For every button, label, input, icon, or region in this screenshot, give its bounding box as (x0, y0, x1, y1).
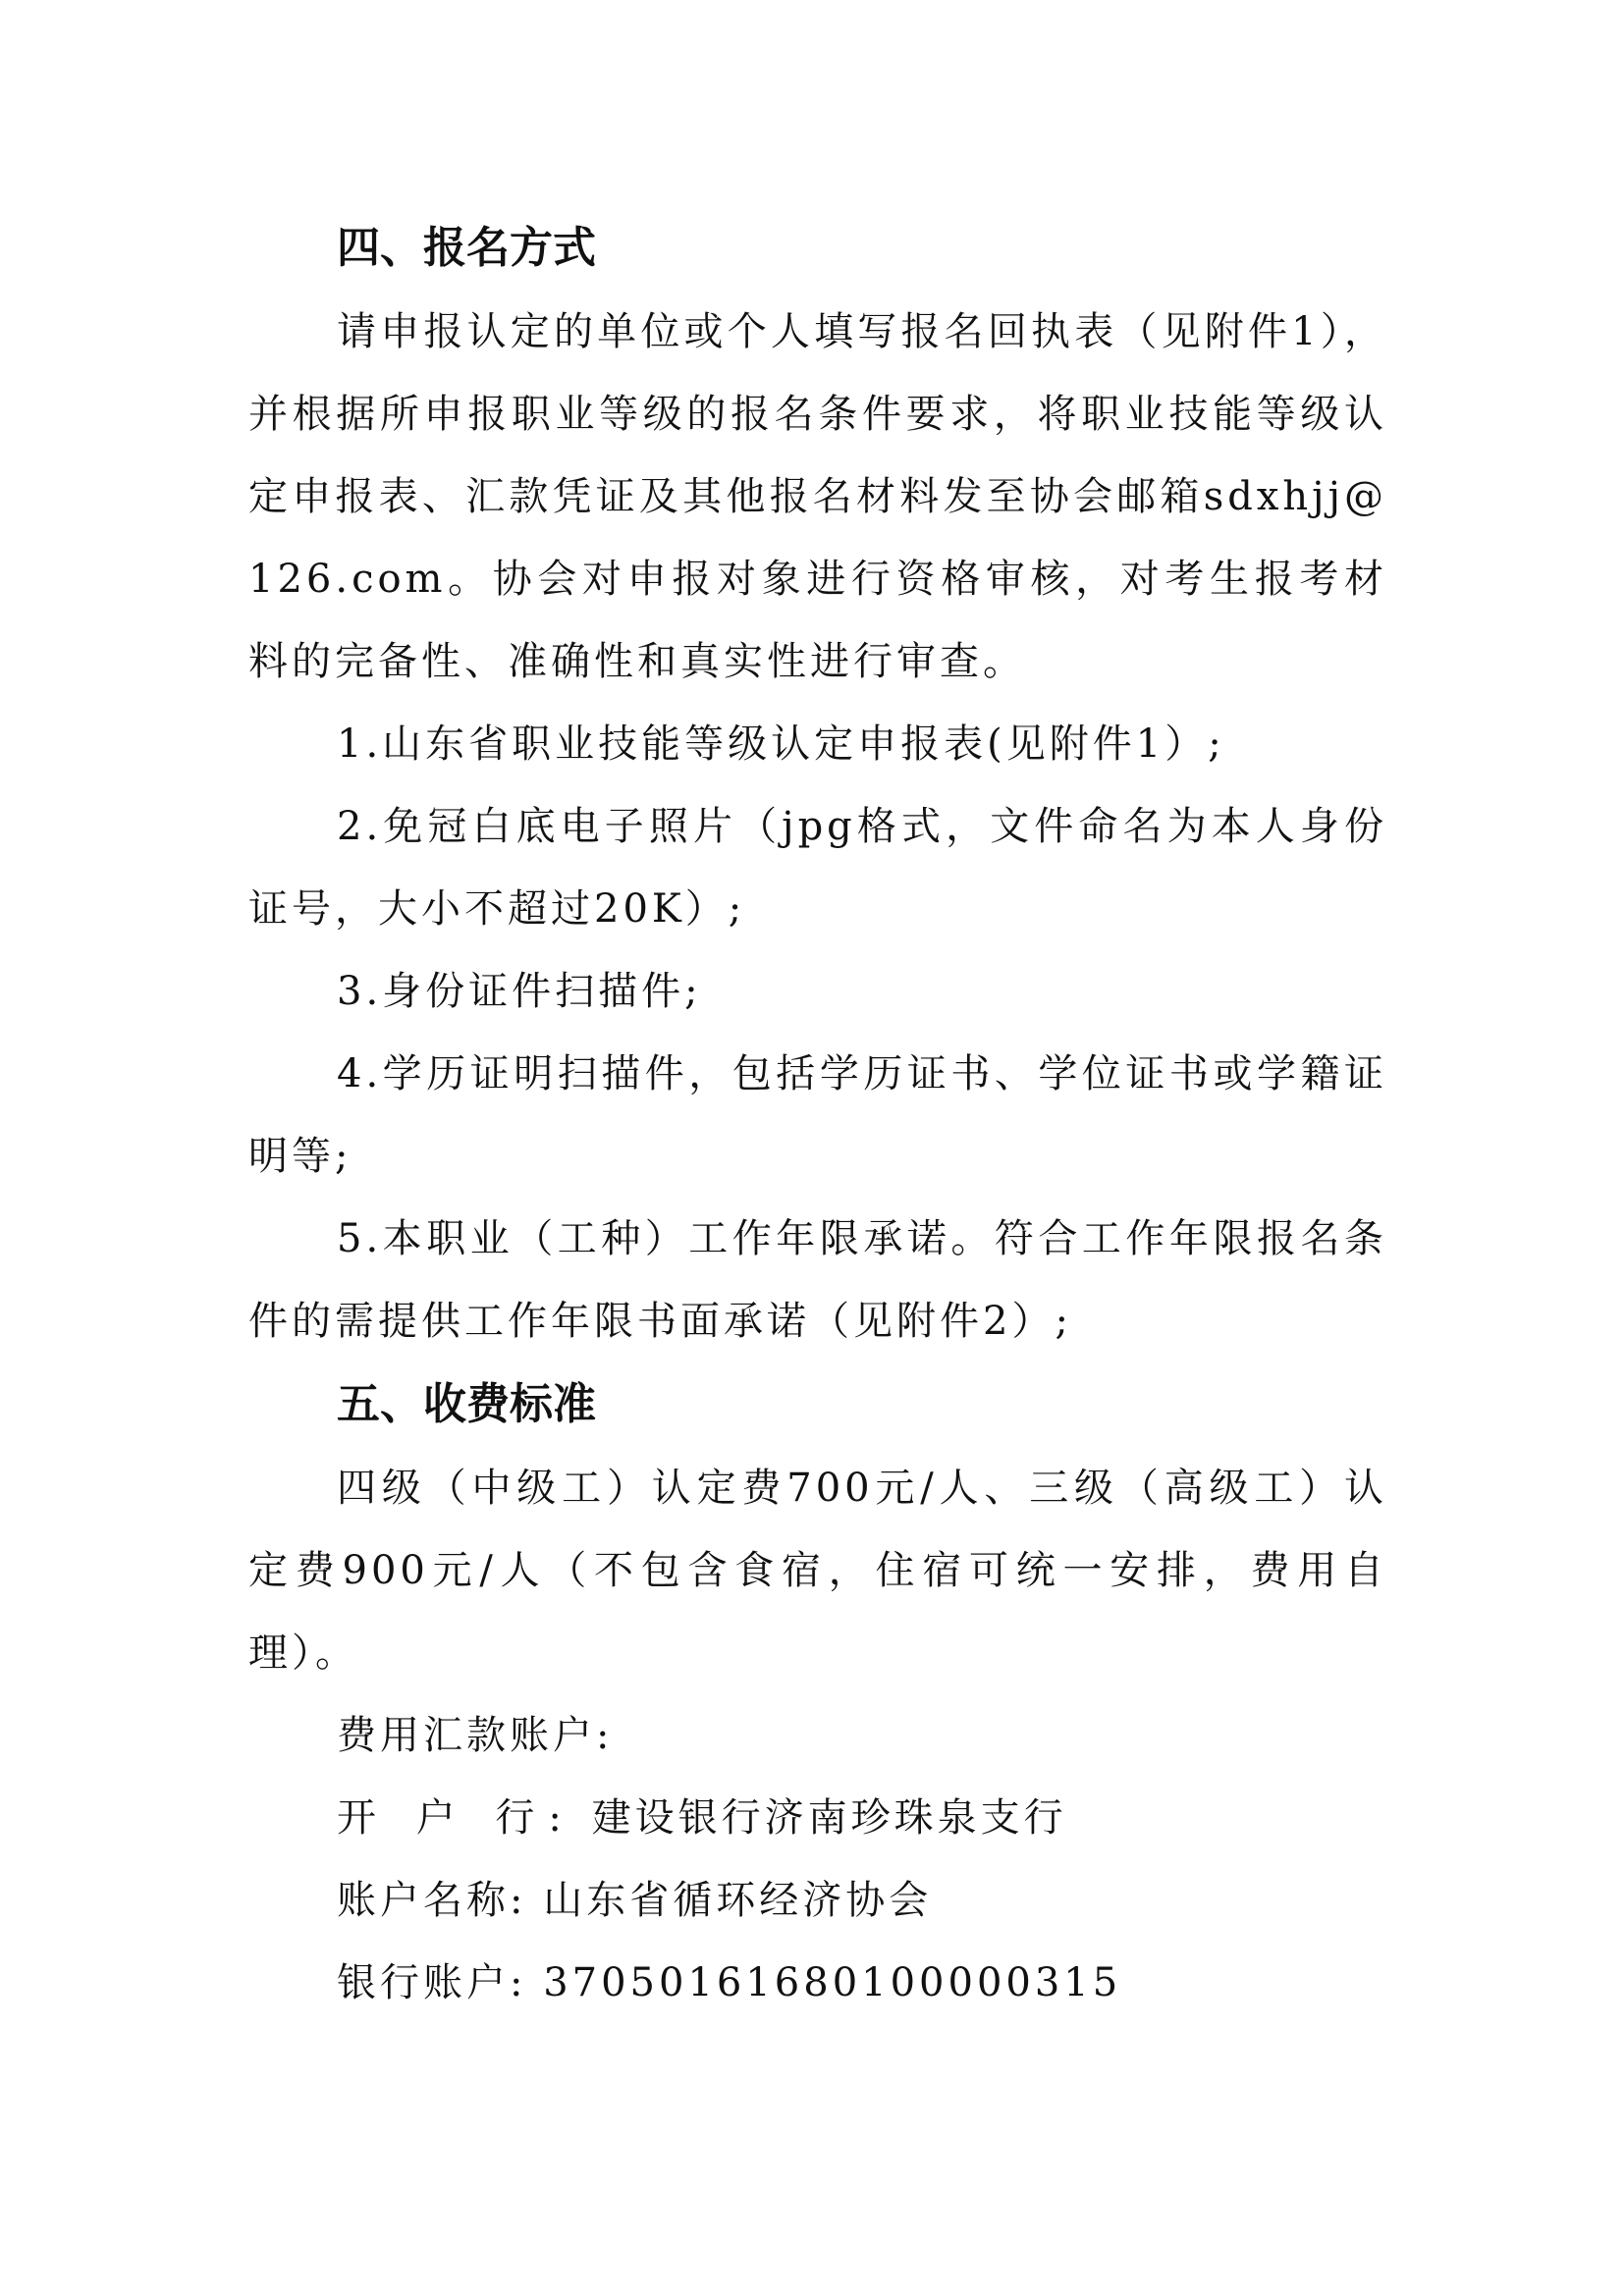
section-heading-fees: 五、收费标准 (337, 1379, 596, 1429)
bank-row (248, 1777, 1387, 1859)
account-number-value: 37050161680100000315 (543, 1960, 1122, 2005)
list-item-application-form: 1.山东省职业技能等级认定申报表(见附件1）; (337, 721, 1225, 767)
document-body (248, 206, 1387, 2024)
list-item-photo: 2.免冠白底电子照片（jpg格式，文件命名为本人身份证号，大小不超过20K）; (248, 804, 1387, 932)
list-item-id-scan: 3.身份证件扫描件; (337, 969, 702, 1014)
list-item-education-proof: 4.学历证明扫描件，包括学历证书、学位证书或学籍证明等; (248, 1051, 1387, 1179)
bank-label: 开 户 行: (337, 1795, 575, 1841)
fee-paragraph: 四级（中级工）认定费700元/人、三级（高级工）认定费900元/人（不包含食宿，住宿可统一安排，费用自理）。 (248, 1466, 1387, 1676)
registration-intro-paragraph: 请申报认定的单位或个人填写报名回执表（见附件1），并根据所申报职业等级的报名条件要求，将职业技能等级认定申报表、汇款凭证及其他报名材料发至协会邮箱sdxhjj@126.com。协会对申报对象进行资格审核，对考生报考材料的完备性、准确性和真实性进行审查。 (248, 309, 1387, 684)
account-number-label: 银行账户: (337, 1960, 527, 2005)
account-number-row (248, 1942, 1387, 2024)
account-name-value: 山东省循环经济协会 (543, 1878, 933, 1923)
bank-value: 建设银行济南珍珠泉支行 (591, 1795, 1067, 1841)
account-name-row (248, 1859, 1387, 1942)
account-name-label: 账户名称: (337, 1878, 527, 1923)
section-heading-registration: 四、报名方式 (337, 223, 596, 273)
list-item-work-years-commitment: 5.本职业（工种）工作年限承诺。符合工作年限报名条件的需提供工作年限书面承诺（见附件2）; (248, 1216, 1387, 1344)
account-title: 费用汇款账户: (337, 1713, 614, 1758)
